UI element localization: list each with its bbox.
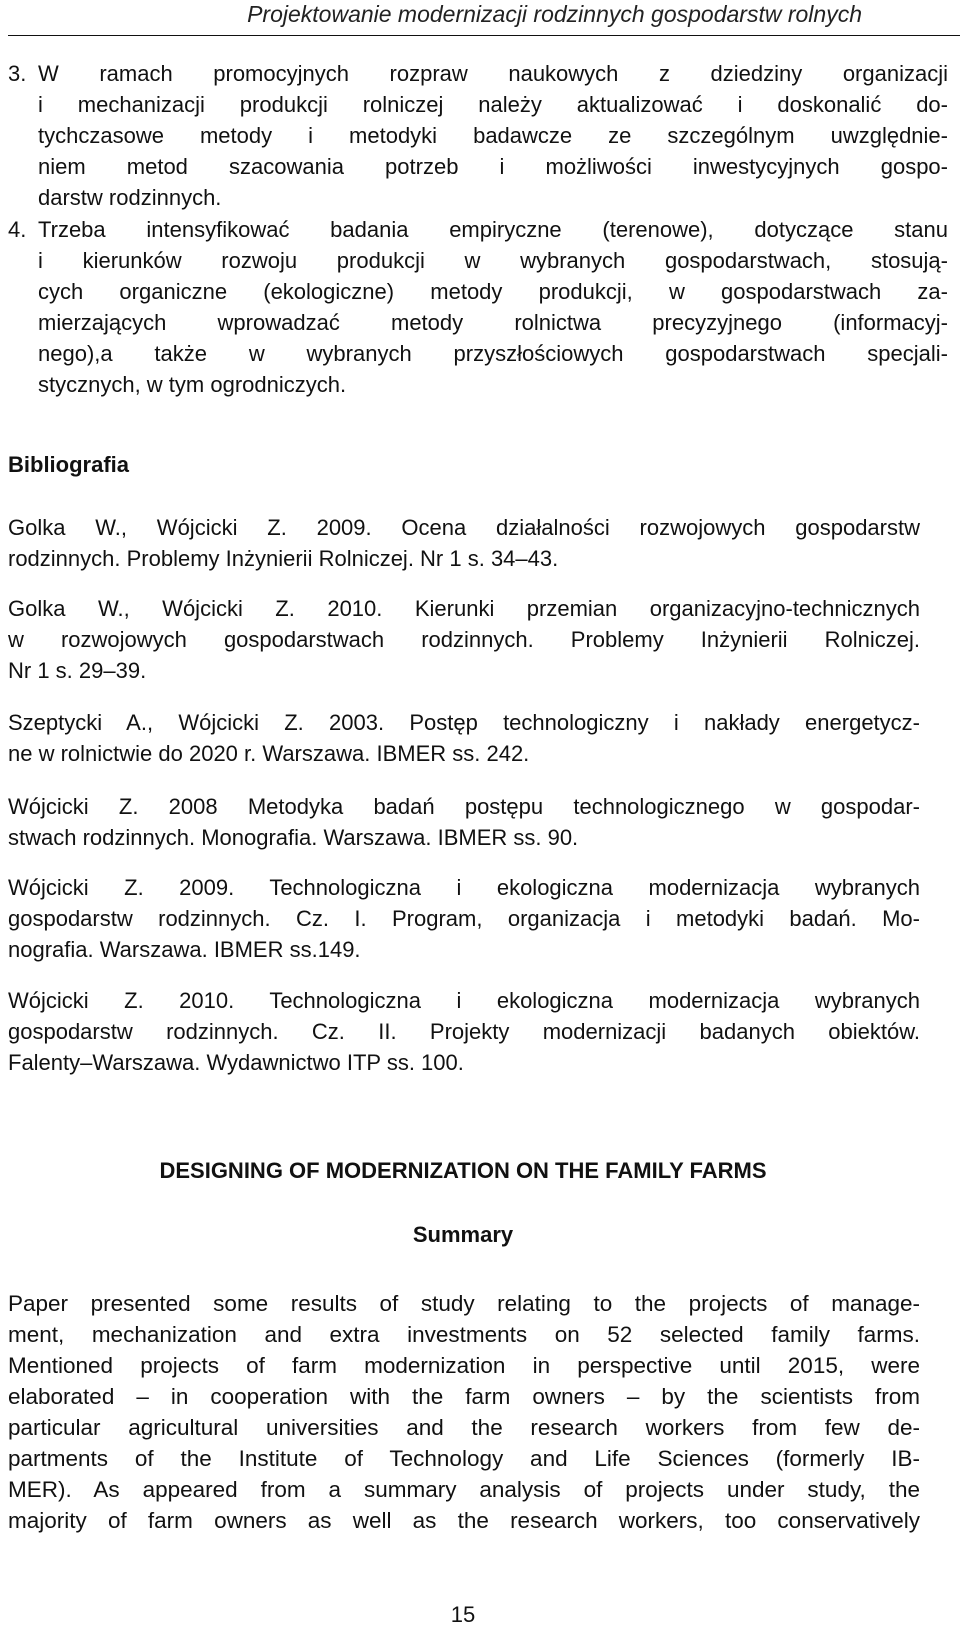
text-line: W ramach promocyjnych rozpraw naukowych z dziedziny organizacji bbox=[38, 61, 948, 86]
text-line: majority of farm owners as well as the research workers, too conservatively bbox=[8, 1508, 920, 1533]
text-line: Nr 1 s. 29–39. bbox=[8, 658, 147, 683]
text-line: nego),a także w wybranych przyszłościowych gospodarstwach specjali- bbox=[38, 341, 948, 366]
text-line: stycznych, w tym ogrodniczych. bbox=[38, 372, 347, 397]
bibliography-entry bbox=[8, 512, 920, 574]
text-line: Golka W., Wójcicki Z. 2009. Ocena działalności rozwojowych gospodarstw bbox=[8, 515, 920, 540]
page-number: 15 bbox=[450, 1602, 476, 1627]
text-line: Trzeba intensyfikować badania empiryczne (terenowe), dotyczące stanu bbox=[38, 217, 948, 242]
header-rule bbox=[8, 35, 960, 36]
item-number: 3. bbox=[8, 61, 27, 86]
bibliography-entry bbox=[8, 791, 920, 853]
text-line: Golka W., Wójcicki Z. 2010. Kierunki przemian organizacyjno-technicznych bbox=[8, 596, 920, 621]
text-line: darstw rodzinnych. bbox=[38, 185, 222, 210]
text-line: ment, mechanization and extra investments on 52 selected family farms. bbox=[8, 1322, 920, 1347]
text-line: Falenty–Warszawa. Wydawnictwo ITP ss. 100. bbox=[8, 1050, 464, 1075]
text-line: MER). As appeared from a summary analysis of projects under study, the bbox=[8, 1477, 920, 1502]
text-line: cych organiczne (ekologiczne) metody produkcji, w gospodarstwach za- bbox=[38, 279, 948, 304]
conclusion-item-3 bbox=[8, 58, 948, 213]
text-line: w rozwojowych gospodarstwach rodzinnych. Problemy Inżynierii Rolniczej. bbox=[8, 627, 920, 652]
bibliography-entry bbox=[8, 872, 920, 965]
text-line: mierzających wprowadzać metody rolnictwa precyzyjnego (informacyj- bbox=[38, 310, 948, 335]
text-line: i mechanizacji produkcji rolniczej należy aktualizować i doskonalić do- bbox=[38, 92, 948, 117]
item-number: 4. bbox=[8, 217, 27, 242]
text-line: tychczasowe metody i metodyki badawcze ze szczególnym uwzględnie- bbox=[38, 123, 948, 148]
running-header: Projektowanie modernizacji rodzinnych gospodarstw rolnych bbox=[247, 1, 862, 27]
bibliography-heading: Bibliografia bbox=[8, 452, 130, 477]
text-line: particular agricultural universities and the research workers from few de- bbox=[8, 1415, 920, 1440]
text-line: gospodarstw rodzinnych. Cz. I. Program, organizacja i metodyki badań. Mo- bbox=[8, 906, 920, 931]
summary-heading: Summary bbox=[412, 1222, 514, 1247]
text-line: Wójcicki Z. 2010. Technologiczna i ekologiczna modernizacja wybranych bbox=[8, 988, 920, 1013]
text-line: Paper presented some results of study relating to the projects of manage- bbox=[8, 1291, 920, 1316]
text-line: elaborated – in cooperation with the farm owners – by the scientists from bbox=[8, 1384, 920, 1409]
bibliography-entry bbox=[8, 593, 920, 686]
text-line: nografia. Warszawa. IBMER ss.149. bbox=[8, 937, 361, 962]
text-line: partments of the Institute of Technology and Life Sciences (formerly IB- bbox=[8, 1446, 920, 1471]
text-line: ne w rolnictwie do 2020 r. Warszawa. IBMER ss. 242. bbox=[8, 741, 530, 766]
text-line: gospodarstw rodzinnych. Cz. II. Projekty modernizacji badanych obiektów. bbox=[8, 1019, 920, 1044]
text-line: Mentioned projects of farm modernization in perspective until 2015, were bbox=[8, 1353, 920, 1378]
conclusion-item-4 bbox=[8, 214, 948, 400]
english-title: DESIGNING OF MODERNIZATION ON THE FAMILY FARMS bbox=[159, 1158, 767, 1183]
text-line: Wójcicki Z. 2008 Metodyka badań postępu technologicznego w gospodar- bbox=[8, 794, 920, 819]
item-text bbox=[38, 58, 948, 213]
bibliography-entry bbox=[8, 985, 920, 1078]
summary-text bbox=[8, 1288, 920, 1536]
bibliography-entry bbox=[8, 707, 920, 769]
text-line: Szeptycki A., Wójcicki Z. 2003. Postęp technologiczny i nakłady energetycz- bbox=[8, 710, 920, 735]
text-line: rodzinnych. Problemy Inżynierii Rolniczej. Nr 1 s. 34–43. bbox=[8, 546, 559, 571]
text-line: niem metod szacowania potrzeb i możliwości inwestycyjnych gospo- bbox=[38, 154, 948, 179]
item-text bbox=[38, 214, 948, 400]
text-line: i kierunków rozwoju produkcji w wybranych gospodarstwach, stosują- bbox=[38, 248, 948, 273]
text-line: Wójcicki Z. 2009. Technologiczna i ekologiczna modernizacja wybranych bbox=[8, 875, 920, 900]
text-line: stwach rodzinnych. Monografia. Warszawa. IBMER ss. 90. bbox=[8, 825, 579, 850]
